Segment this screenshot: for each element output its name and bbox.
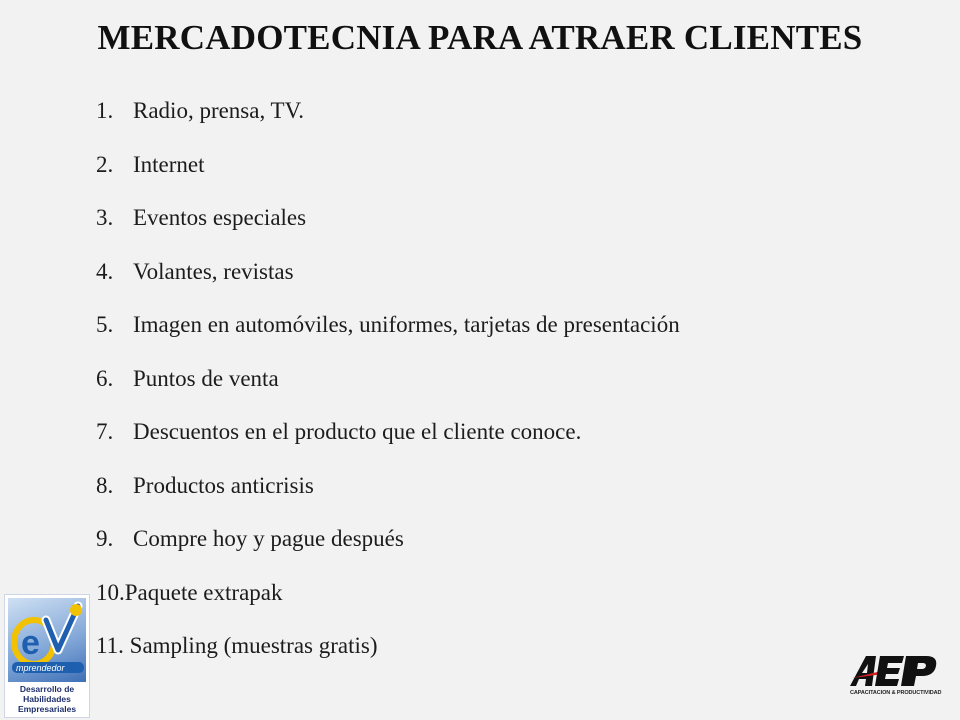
list-text: Eventos especiales: [133, 205, 307, 230]
list-text: Compre hoy y pague después: [133, 526, 404, 551]
svg-text:e: e: [21, 624, 40, 662]
list-item: [96, 415, 680, 469]
list-item: [96, 362, 680, 416]
list-text: Radio, prensa, TV.: [133, 98, 304, 123]
emprendedor-logo: [4, 594, 90, 718]
list-number: 4.: [96, 258, 114, 284]
list-number: 3.: [96, 205, 114, 230]
list-item: [96, 94, 680, 148]
list-text: Puntos de venta: [133, 365, 279, 391]
aep-tagline: CAPACITACION & PRODUCTIVIDAD: [850, 690, 942, 696]
logo-background: [8, 598, 86, 682]
aep-mark-icon: [846, 650, 942, 690]
list-text: Productos anticrisis: [133, 472, 314, 498]
list-number: 5.: [96, 312, 114, 337]
list-number: 2.: [96, 151, 114, 177]
list-number: 1.: [96, 98, 114, 123]
slide-title: MERCADOTECNIA PARA ATRAER CLIENTES: [97, 18, 863, 57]
list-number: 8.: [96, 472, 114, 498]
logo-caption: [5, 684, 89, 714]
logo-brand-text: mprendedor: [16, 663, 65, 673]
list-text: Sampling (muestras gratis): [129, 633, 378, 658]
list-text: Internet: [133, 151, 205, 177]
logo-caption-line: Habilidades Empresariales: [17, 694, 77, 714]
list-item: [96, 629, 680, 683]
list-number: 11.: [96, 633, 124, 658]
list-item: [96, 576, 680, 630]
list-text: Volantes, revistas: [133, 258, 294, 284]
list-text: Imagen en automóviles, uniformes, tarjetas de presentación: [133, 312, 680, 337]
list-item: [96, 201, 680, 255]
logo-caption-line: Desarrollo de: [19, 684, 75, 694]
emprendedor-mark-icon: [8, 598, 86, 682]
list-number: 6.: [96, 365, 114, 391]
aep-logo: [846, 650, 942, 702]
list-text: Descuentos en el producto que el cliente conoce.: [133, 419, 582, 444]
list-item: [96, 255, 680, 309]
list-text: Paquete extrapak: [124, 579, 283, 605]
list-item: [96, 522, 680, 576]
list-item: [96, 308, 680, 362]
list-number: 10.: [96, 579, 125, 605]
list-number: 7.: [96, 419, 114, 444]
list-number: 9.: [96, 526, 114, 551]
list-item: [96, 469, 680, 523]
list-item: [96, 148, 680, 202]
bullet-list: [96, 94, 680, 683]
